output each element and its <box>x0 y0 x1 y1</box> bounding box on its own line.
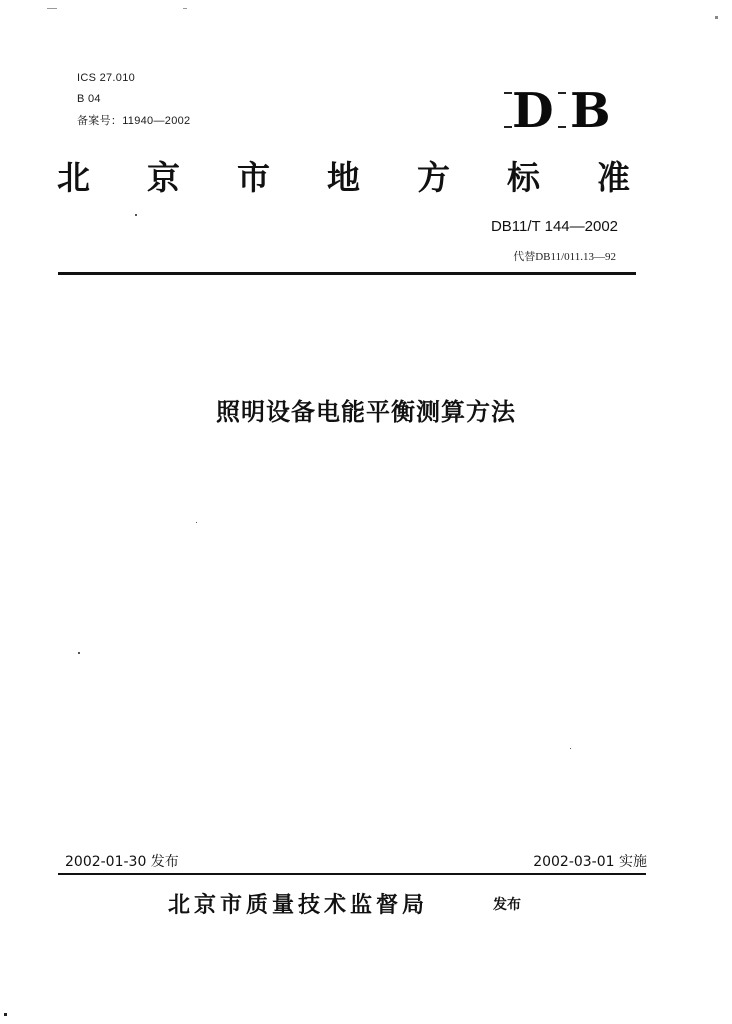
logo-letter-d: D <box>512 83 554 139</box>
standard-number: DB11/T 144—2002 <box>490 218 618 235</box>
logo-bracket-mark <box>504 92 512 94</box>
standard-type-char: 京 <box>147 158 180 197</box>
logo-bracket-mark <box>558 92 566 94</box>
logo-bracket-mark <box>504 126 512 128</box>
scan-speck <box>135 214 137 216</box>
scan-speck <box>715 16 718 19</box>
header-divider <box>58 272 636 275</box>
scan-speck <box>196 522 197 523</box>
implementation-date: 2002-03-01 实施 <box>533 854 647 870</box>
standard-type-char: 地 <box>327 158 360 197</box>
standard-type-char: 标 <box>507 158 540 197</box>
scan-speck <box>47 8 57 9</box>
issue-date: 2002-01-30 发布 <box>65 854 179 870</box>
db-logo <box>504 83 611 139</box>
record-number: 备案号：11940—2002 <box>77 115 191 127</box>
classification-code: B 04 <box>77 93 101 105</box>
release-label: 发布 <box>493 897 521 913</box>
issuing-authority: 北京市质量技术监督局 <box>168 893 429 918</box>
document-title: 照明设备电能平衡测算方法 <box>216 398 516 426</box>
footer-divider <box>58 873 646 875</box>
scan-speck <box>183 8 187 9</box>
standard-type-heading <box>0 150 732 210</box>
logo-letter-b: B <box>570 83 611 139</box>
scan-speck <box>4 1013 7 1016</box>
scan-speck <box>78 652 80 654</box>
scan-speck <box>570 748 571 749</box>
standard-type-char: 方 <box>417 158 450 197</box>
logo-bracket-mark <box>558 126 566 128</box>
standard-type-char: 市 <box>237 158 270 197</box>
replaces-standard: 代替DB11/011.13—92 <box>513 251 616 263</box>
ics-code: ICS 27.010 <box>77 72 136 84</box>
standard-type-char: 准 <box>597 158 630 197</box>
standard-type-char: 北 <box>57 158 90 197</box>
